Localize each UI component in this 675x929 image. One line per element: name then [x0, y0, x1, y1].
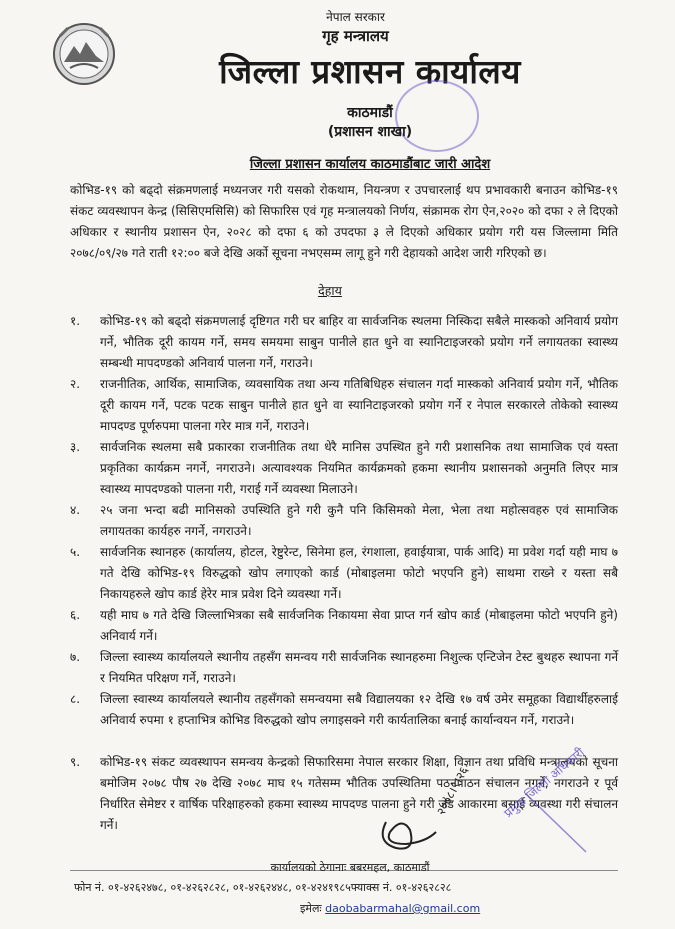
order-text: यही माघ ७ गते देखि जिल्लाभित्रका सबै सार्वजनिक निकायमा सेवा प्राप्त गर्न खोप कार्ड (मोबाइलमा फोटो भएपनि हुने) अनिवार्य गर्ने। — [100, 608, 618, 643]
order-item — [70, 311, 618, 374]
order-text: सार्वजनिक स्थानहरु (कार्यालय, होटल, रेष्टुरेन्ट, सिनेमा हल, रंगशाला, हवाईयात्रा, पार्क आदि) मा प्रवेश गर्दा यही माघ ७ गते देखि कोभिड-१९ विरुद्धको खोप लगाएको कार्ड (मोबाइलमा फोटो भएपनि हुने) साथमा राख्ने र यस्ता सबै निकायहरुले खोप कार्ड हेरेर मात्र प्रवेश दिने व्यवस्था गर्ने। — [100, 545, 618, 601]
order-item — [70, 500, 618, 542]
district-name: काठमाडौं — [347, 105, 393, 121]
signature-stamp: प्रमुख जिल्ला अधिकारी — [501, 745, 587, 821]
order-text: जिल्ला स्वास्थ्य कार्यालयले स्थानीय तहसँग समन्वय गरी सार्वजनिक स्थानहरुमा निशुल्क एन्टिजेन टेस्ट बुथहरु स्थापना गर्ने र नियमित परिक्षण गर्ने, गराउने। — [100, 650, 618, 685]
footer-address: कार्यालयको ठेगानाः बबरमहल, काठमाडौं — [270, 861, 430, 874]
email-link[interactable]: daobabarmahal@gmail.com — [325, 902, 481, 915]
order-number: ९. — [70, 755, 81, 769]
order-item — [70, 437, 618, 500]
branch-name: (प्रशासन शाखा) — [327, 124, 413, 140]
footer-email-line — [300, 901, 480, 916]
signature-scribble — [366, 782, 626, 892]
order-number: ७. — [70, 650, 81, 664]
footer-phones: फोन नं. ०१-४२६२४७८, ०१-४२६२८२८, ०१-४२६२४४८, ०१-४२४१९८५फ्याक्स नं. ०१-४२६२८२८ — [74, 881, 452, 894]
orders-heading: देहाय — [318, 283, 342, 298]
order-text: कोभिड-१९ को बढ्दो संक्रमणलाई दृष्टिगत गरी घर बाहिर वा सार्वजनिक स्थलमा निस्किदा सबैले मास्कको अनिवार्य प्रयोग गर्ने, भौतिक दूरी कायम गर्ने, समय समयमा साबुन पानीले हात धुने वा स्यानिटाइजरको प्रयोग गर्ने लगायतका स्वास्थ्य सम्बन्धी मापदण्डको अनिवार्य पालना गर्ने, गराउने। — [100, 314, 618, 370]
order-number: २. — [70, 377, 81, 391]
order-item — [70, 689, 618, 731]
subject-line: जिल्ला प्रशासन कार्यालय काठमाडौंबाट जारी आदेश — [249, 157, 491, 172]
order-number: ५. — [70, 545, 81, 559]
signature-date: २०७८।९।२६ — [433, 764, 471, 818]
order-item — [70, 647, 618, 689]
order-item — [70, 542, 618, 605]
order-number: ६. — [70, 608, 81, 622]
government-name: नेपाल सरकार — [326, 10, 385, 24]
order-number: १. — [70, 314, 81, 328]
intro-paragraph: कोभिड-१९ को बढ्दो संक्रमणलाई मध्यनजर गरी यसको रोकथाम, नियन्त्रण र उपचारलाई थप प्रभावकारी बनाउन कोभिड-१९ संकट व्यवस्थापन केन्द्र (सिसिएमसिसि) को सिफारिस एवं गृह मन्त्रालयको निर्णय, संक्रामक रोग ऐन,२०२० को दफा २ ले दिएको अधिकार र स्थानीय प्रशासन ऐन, २०२८ को दफा ६ को उपदफा ३ ले दिएको अधिकार प्रयोग गरी यस जिल्लामा मिति २०७८/०९/२७ गते राती १२:०० बजे देखि अर्को सूचना नभएसम्म लागू हुने गरी देहायको आदेश जारी गरिएको छ। — [70, 183, 618, 260]
order-number: ३. — [70, 440, 81, 454]
order-number: ८. — [70, 692, 81, 706]
order-text: २५ जना भन्दा बढी मानिसको उपस्थिति हुने गरी कुनै पनि किसिमको मेला, भेला तथा महोत्सवहरु एवं सामाजिक लगायतका कार्यहरु नगर्ने, नगराउने। — [100, 503, 618, 538]
email-label: इमेलः — [300, 902, 322, 915]
order-text: सार्वजनिक स्थलमा सबै प्रकारका राजनीतिक तथा धेरै मानिस उपस्थित हुने गरी प्रशासनिक तथा सामाजिक एवं यस्ता प्रकृतिका कार्यक्रम नगर्ने, नगराउने। अत्यावश्यक नियमित कार्यक्रमको हकमा स्थानीय प्रशासनको अनुमति लिएर मात्र स्वास्थ्य मापदण्डको पालना गरी, गराई गर्ने व्यवस्था मिलाउने। — [100, 440, 618, 496]
order-item — [70, 374, 618, 437]
ministry-name: गृह मन्त्रालय — [322, 27, 389, 45]
office-title: जिल्ला प्रशासन कार्यालय — [219, 52, 521, 91]
order-text: कोभिड-१९ संकट व्यवस्थापन समन्वय केन्द्रको सिफारिसमा नेपाल सरकार शिक्षा, विज्ञान तथा प्रविधि मन्त्रालयको सूचना बमोजिम २०७८ पौष २७ देखि २०७८ माघ १५ गतेसम्म भौतिक उपस्थितिमा पठनपाठन संचालन नगर्ने, नगराउने र पूर्व निर्धारित सेमेष्टर र वार्षिक परिक्षाहरुको हकमा स्वास्थ्य मापदण्ड पालना हुने गरी जेड आकारमा बसाई व्यवस्था गरी संचालन गर्ने। — [100, 755, 618, 832]
order-number: ४. — [70, 503, 81, 517]
order-item — [70, 605, 618, 647]
order-text: जिल्ला स्वास्थ्य कार्यालयले स्थानीय तहसँगको समन्वयमा सबै विद्यालयका १२ देखि १७ वर्ष उमेर समूहका विद्यार्थीहरुलाई अनिवार्य रुपमा १ हप्ताभित्र कोभिड विरुद्धको खोप लगाइसक्ने गरी कार्यतालिका बनाई कार्यान्वयन गर्ने, गराउने। — [100, 692, 618, 727]
order-text: राजनीतिक, आर्थिक, सामाजिक, व्यवसायिक तथा अन्य गतिबिधिहरु संचालन गर्दा मास्कको अनिवार्य प्रयोग गर्ने, भौतिक दूरी कायम गर्ने, पटक पटक साबुन पानीले हात धुने वा स्यानिटाइजरको प्रयोग गर्ने र नेपाल सरकारले तोकेको स्वास्थ्य मापदण्ड पूर्णरुपमा पालना गरेर मात्र गर्ने, गराउने। — [100, 377, 618, 433]
